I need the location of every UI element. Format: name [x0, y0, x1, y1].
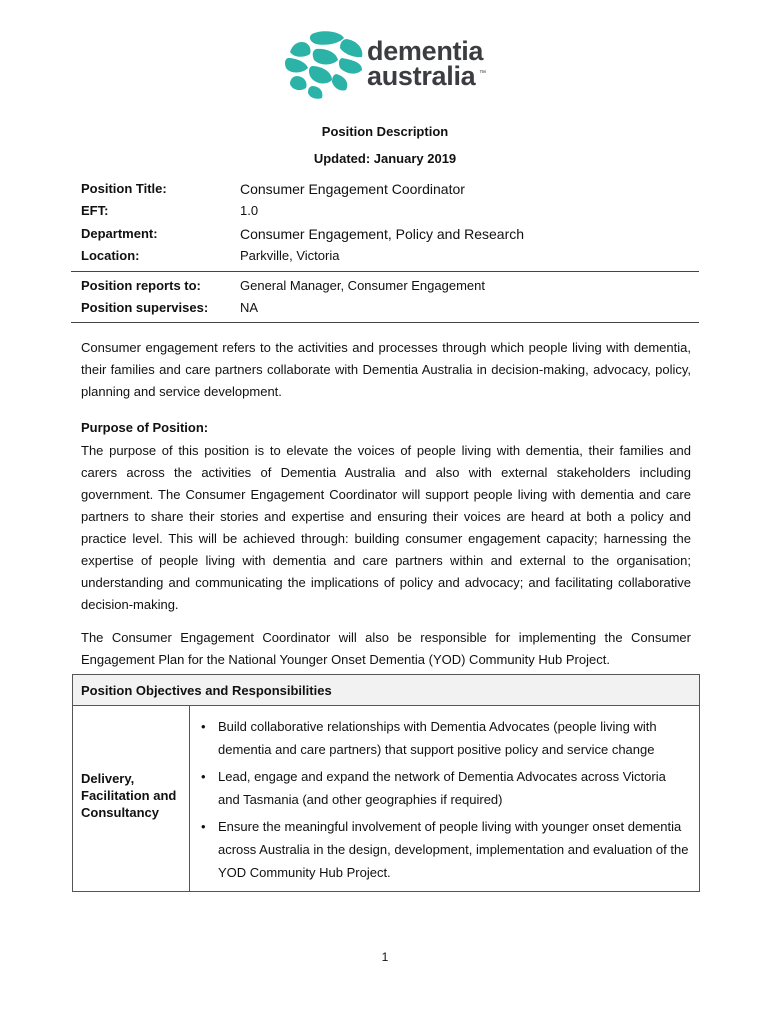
trademark-mark: ™	[479, 70, 486, 77]
logo-line-2: australia	[367, 61, 476, 91]
info-label: EFT:	[81, 203, 109, 218]
info-label: Department:	[81, 226, 158, 241]
info-row-position-title	[81, 181, 691, 199]
purpose-paragraph: The purpose of this position is to elevate the voices of people living with dementia, their families and carers across the activities of Dementia Australia and also with external stakeholders including government. The Consumer Engagement Coordinator will support people living with dementia and care partners to share their stories and expertise and ensuring their voices are heard at both a policy and practice level. This will be achieved through: building consumer engagement capacity; harnessing the expertise of people living with dementia and care partners within and external to the organisation; understanding and communicating the implications of policy and advocacy; and facilitating collaborative decision-making.	[81, 443, 691, 612]
info-value: Consumer Engagement, Policy and Research	[240, 226, 525, 242]
document-title: Position Description	[321, 124, 449, 139]
info-value: 1.0	[240, 203, 259, 218]
logo-wordmark	[367, 36, 484, 91]
objectives-list	[201, 715, 691, 888]
info-label: Position Title:	[81, 181, 167, 196]
info-label: Position supervises:	[81, 300, 209, 315]
bullet-icon: •	[201, 769, 206, 784]
page-number: 1	[381, 950, 389, 964]
logo-line-1: dementia	[367, 36, 484, 66]
objectives-table	[72, 674, 700, 892]
info-value: Consumer Engagement Coordinator	[240, 181, 465, 197]
divider	[71, 322, 699, 323]
info-label: Position reports to:	[81, 278, 201, 293]
info-value: NA	[240, 300, 259, 315]
info-row-supervises	[81, 300, 691, 318]
objectives-category-cell	[73, 706, 190, 891]
bullet-icon: •	[201, 719, 206, 734]
info-row-eft	[81, 203, 691, 221]
list-item	[201, 765, 691, 811]
purpose-heading: Purpose of Position:	[81, 420, 209, 435]
objectives-category: Delivery, Facilitation and Consultancy	[81, 771, 177, 820]
intro-paragraph: Consumer engagement refers to the activities and processes through which people living with dementia, their families and care partners collaborate with Dementia Australia in decision-making, advocacy, policy, planning and service development.	[81, 340, 691, 399]
info-value: General Manager, Consumer Engagement	[240, 278, 485, 293]
info-row-department	[81, 226, 691, 244]
purpose-paragraph-2: The Consumer Engagement Coordinator will also be responsible for implementing the Consumer Engagement Plan for the National Younger Onset Dementia (YOD) Community Hub Project.	[81, 630, 691, 667]
list-item-text: Lead, engage and expand the network of Dementia Advocates across Victoria and Tasmania (and other geographies if required)	[218, 769, 666, 807]
list-item-text: Build collaborative relationships with Dementia Advocates (people living with dementia and care partners) that support positive policy and service change	[218, 719, 657, 757]
list-item-text: Ensure the meaningful involvement of people living with younger onset dementia across Australia in the design, development, implementation and evaluation of the YOD Community Hub Project.	[218, 819, 689, 880]
info-row-location	[81, 248, 691, 266]
list-item	[201, 815, 691, 884]
objectives-table-header	[73, 675, 699, 706]
info-row-reports-to	[81, 278, 691, 296]
bullet-icon: •	[201, 819, 206, 834]
divider	[71, 271, 699, 272]
objectives-heading: Position Objectives and Responsibilities	[81, 683, 332, 698]
info-value: Parkville, Victoria	[240, 248, 340, 263]
brain-logo-icon	[282, 30, 366, 102]
updated-date: Updated: January 2019	[313, 151, 457, 166]
list-item	[201, 715, 691, 761]
dementia-australia-logo	[282, 30, 497, 102]
info-label: Location:	[81, 248, 140, 263]
